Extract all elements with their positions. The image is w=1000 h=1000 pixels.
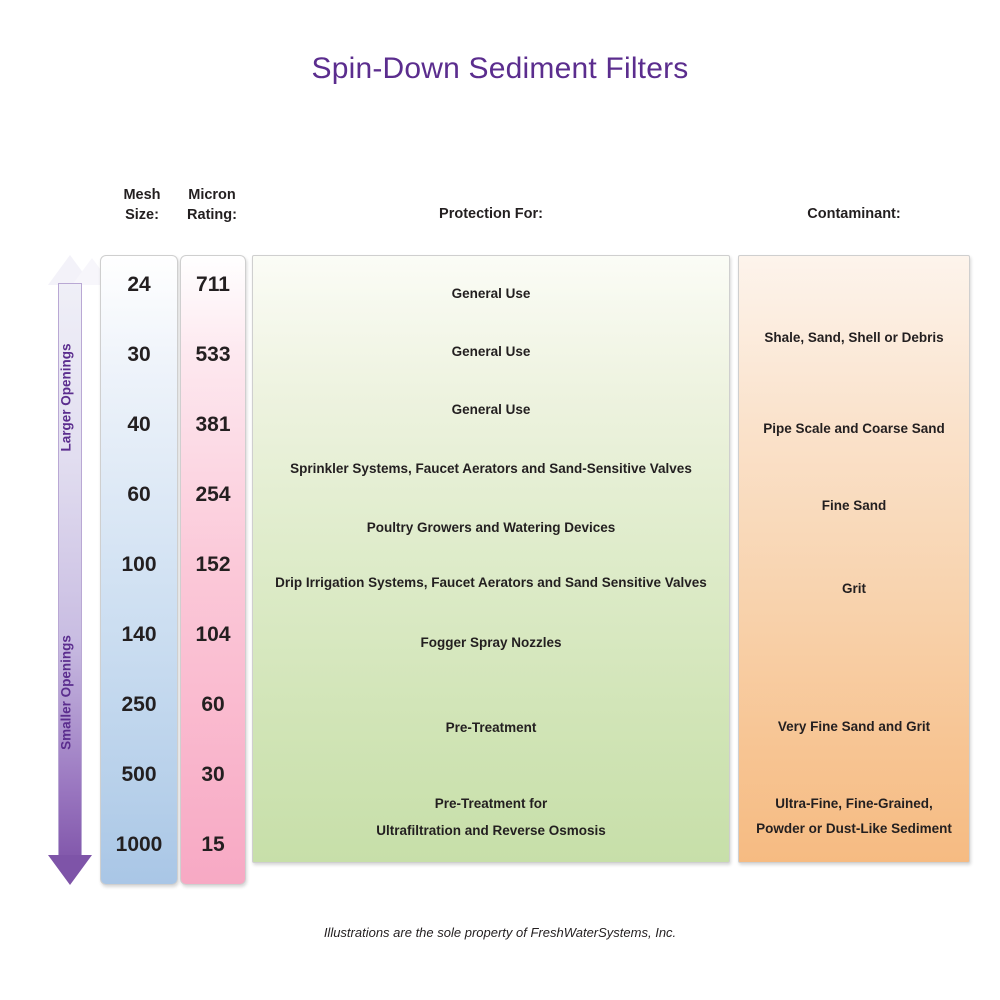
micron-rating-value: 711 <box>196 273 230 296</box>
column-header-micron-rating-line1: Micron <box>188 187 236 203</box>
micron-rating-value: 30 <box>201 763 225 786</box>
contaminant-entry: Very Fine Sand and Grit <box>777 719 931 734</box>
column-header-mesh-size-line1: Mesh <box>123 187 161 203</box>
arrow-up-icon <box>48 255 92 285</box>
footer-credit: Illustrations are the sole property of FreshWaterSystems, Inc. <box>323 925 677 940</box>
protection-entry: Pre-Treatment for <box>434 796 548 811</box>
mesh-size-value: 100 <box>121 553 157 576</box>
protection-entry: Sprinkler Systems, Faucet Aerators and Sand-Sensitive Valves <box>290 461 692 476</box>
mesh-size-value: 250 <box>121 693 157 716</box>
page-title: Spin-Down Sediment Filters <box>311 52 689 85</box>
protection-column <box>252 255 730 863</box>
column-header-micron-rating <box>166 186 258 225</box>
contaminant-entry: Grit <box>841 581 866 596</box>
column-header-contaminant: Contaminant: <box>807 206 901 222</box>
micron-rating-value: 15 <box>201 833 225 856</box>
mesh-size-column <box>100 255 178 885</box>
micron-rating-column <box>180 255 246 885</box>
contaminant-column <box>738 255 970 863</box>
micron-rating-value: 381 <box>195 413 231 436</box>
mesh-size-value: 500 <box>121 763 157 786</box>
micron-rating-value: 104 <box>195 623 231 646</box>
micron-rating-value: 254 <box>195 483 231 506</box>
contaminant-entry: Ultra-Fine, Fine-Grained, <box>775 796 933 811</box>
micron-rating-value: 533 <box>195 343 231 366</box>
mesh-size-value: 40 <box>127 413 151 436</box>
mesh-size-value: 24 <box>127 273 151 296</box>
mesh-size-value: 140 <box>121 623 157 646</box>
protection-entry: Pre-Treatment <box>445 720 537 735</box>
column-header-protection: Protection For: <box>439 206 543 222</box>
protection-entry: Ultrafiltration and Reverse Osmosis <box>376 823 606 838</box>
contaminant-entry: Pipe Scale and Coarse Sand <box>763 421 945 436</box>
opening-size-scale-arrow <box>48 255 92 885</box>
protection-entry: General Use <box>451 286 531 301</box>
contaminant-entry: Powder or Dust-Like Sediment <box>756 821 952 836</box>
mesh-size-value: 60 <box>127 483 151 506</box>
contaminant-entry: Fine Sand <box>821 498 887 513</box>
scale-label-larger-openings: Larger Openings <box>58 343 74 452</box>
column-header-mesh-size-line2: Size: <box>125 206 159 223</box>
protection-entry: Poultry Growers and Watering Devices <box>366 520 616 535</box>
mesh-size-value: 30 <box>127 343 151 366</box>
micron-rating-value: 152 <box>195 553 231 576</box>
scale-label-smaller-openings: Smaller Openings <box>58 635 74 750</box>
arrow-down-icon <box>48 855 92 885</box>
mesh-size-value: 1000 <box>115 833 163 856</box>
protection-entry: Drip Irrigation Systems, Faucet Aerators and Sand Sensitive Valves <box>275 575 707 590</box>
protection-entry: Fogger Spray Nozzles <box>420 635 562 650</box>
micron-rating-value: 60 <box>201 693 225 716</box>
contaminant-entry: Shale, Sand, Shell or Debris <box>764 330 944 345</box>
column-header-micron-rating-line2: Rating: <box>187 206 237 223</box>
protection-entry: General Use <box>451 402 531 417</box>
protection-entry: General Use <box>451 344 531 359</box>
